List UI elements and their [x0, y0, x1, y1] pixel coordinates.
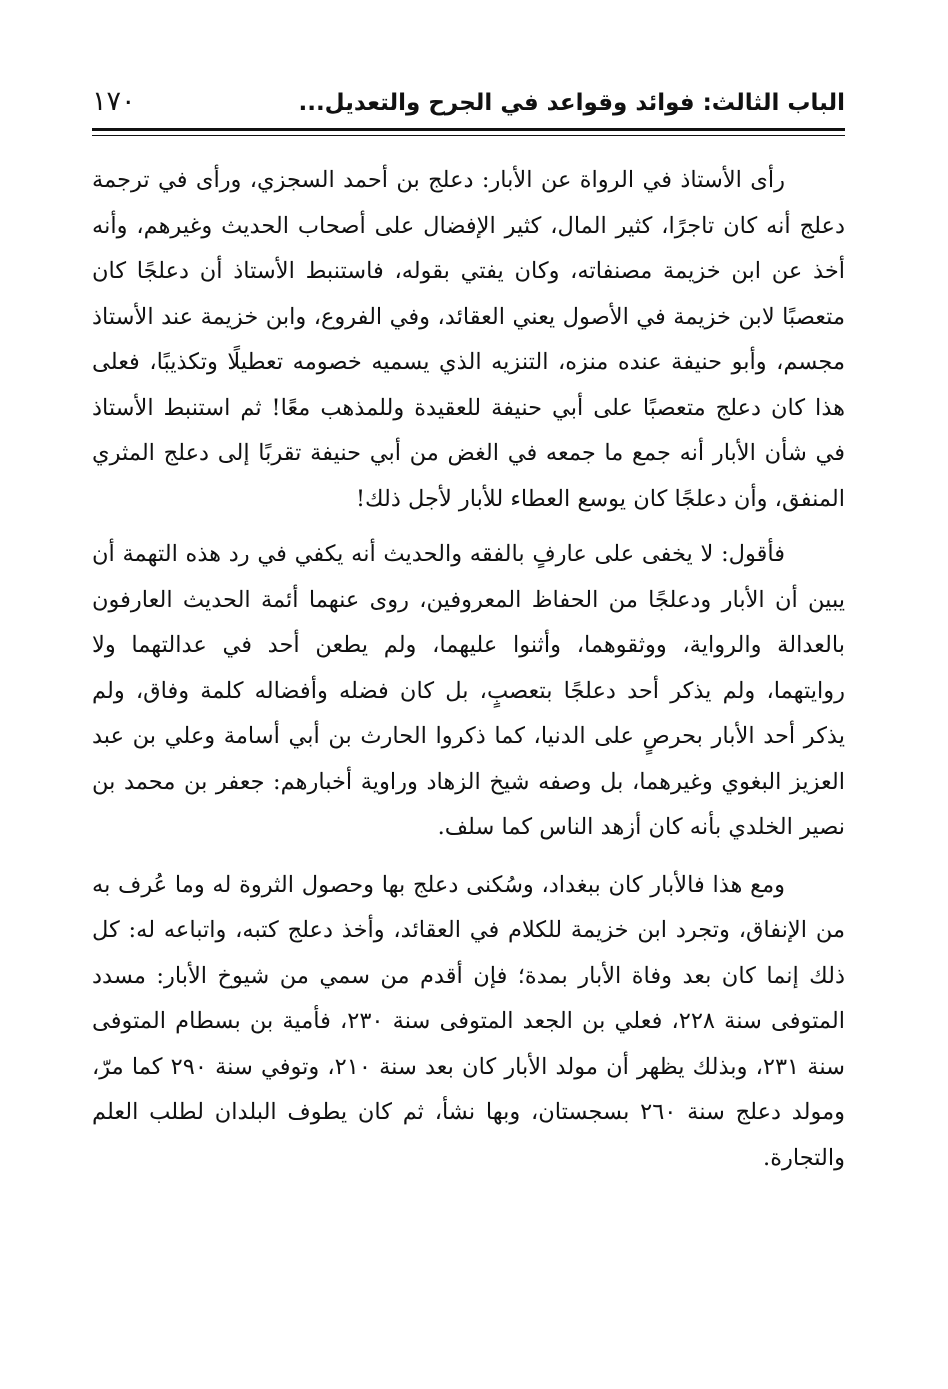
header-rule-thick — [92, 128, 845, 131]
paragraph: رأى الأستاذ في الرواة عن الأبار: دعلج بن أحمد السجزي، ورأى في ترجمة دعلج أنه كان تاجرًا، كثير المال، كثير الإفضال على أصحاب الحديث وغيرهم، وأنه أخذ عن ابن خزيمة مصنفاته، وكان يفتي بقوله، فاستنبط الأستاذ أن دعلجًا كان متعصبًا لابن خزيمة في الأصول يعني العقائد، وفي الفروع، وابن خزيمة عند الأستاذ مجسم، وأبو حنيفة عنده منزه، التنزيه الذي يسميه خصومه تعطيلًا وتكذيبًا، فعلى هذا كان دعلج متعصبًا على أبي حنيفة للعقيدة وللمذهب معًا! ثم استنبط الأستاذ في شأن الأبار أنه جمع ما جمعه في الغض من أبي حنيفة تقربًا إلى دعلج المثري المنفق، وأن دعلجًا كان يوسع العطاء للأبار لأجل ذلك! — [92, 167, 845, 512]
paragraph: ومع هذا فالأبار كان ببغداد، وسُكنى دعلج بها وحصول الثروة له وما عُرف به من الإنفاق، وتجرد ابن خزيمة للكلام في العقائد، وأخذ دعلج كتبه، واتباعه له: كل ذلك إنما كان بعد وفاة الأبار بمدة؛ فإن أقدم من سمي من شيوخ الأبار: مسدد المتوفى سنة ٢٢٨، فعلي بن الجعد المتوفى سنة ٢٣٠، فأمية بن بسطام المتوفى سنة ٢٣١، وبذلك يظهر أن مولد الأبار كان بعد سنة ٢١٠، وتوفي سنة ٢٩٠ كما مرّ، ومولد دعلج سنة ٢٦٠ بسجستان، وبها نشأ، ثم كان يطوف البلدان لطلب العلم والتجارة. — [92, 871, 846, 1171]
paragraph: فأقول: لا يخفى على عارفٍ بالفقه والحديث أنه يكفي في رد هذه التهمة أن يبين أن الأبار ودعلجًا من الحفاظ المعروفين، روى عنهما أئمة الحديث العارفون بالعدالة والرواية، ووثقوهما، وأثنوا عليهما، ولم يطعن أحد في عدالتهما ولا روايتهما، ولم يذكر أحد دعلجًا بتعصبٍ، بل كان فضله وأفضاله كلمة وفاق، ولم يذكر أحد الأبار بحرصٍ على الدنيا، كما ذكروا الحارث بن أبي أسامة وعلي بن عبد العزيز البغوي وغيرهما، بل وصفه شيخ الزهاد وراوية أخبارهم: جعفر بن محمد بن نصير الخلدي بأنه كان أزهد الناس كما سلف. — [92, 541, 845, 840]
header-rule-thin — [92, 135, 845, 136]
page-number: ١٧٠ — [92, 86, 136, 117]
running-title: الباب الثالث: فوائد وقواعد في الجرح والتعديل... — [298, 90, 845, 116]
page-header — [92, 84, 845, 124]
body-text — [92, 158, 845, 1191]
